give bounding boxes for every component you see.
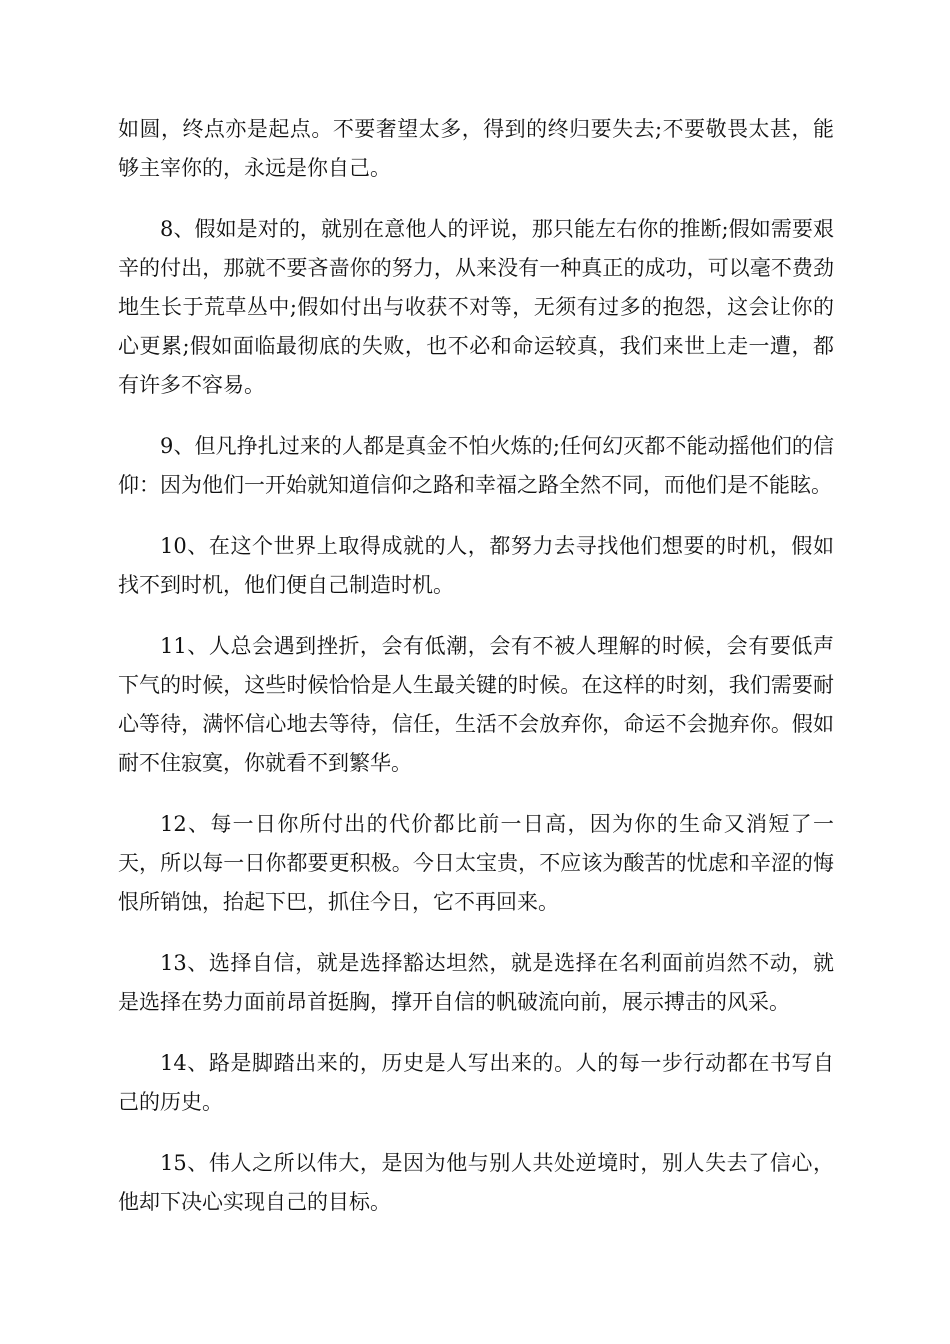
paragraph-11: 11、人总会遇到挫折，会有低潮，会有不被人理解的时候，会有要低声下气的时候，这些时候恰恰是人生最关键的时候。在这样的时刻，我们需要耐心等待，满怀信心地去等待，信任，生活不会放弃你，命运不会抛弃你。假如耐不住寂寞，你就看不到繁华。 — [118, 634, 834, 775]
paragraph-8: 8、假如是对的，就别在意他人的评说，那只能左右你的推断;假如需要艰辛的付出，那就不要吝啬你的努力，从来没有一种真正的成功，可以毫不费劲地生长于荒草丛中;假如付出与收获不对等，无须有过多的抱怨，这会让你的心更累;假如面临最彻底的失败，也不必和命运较真，我们来世上走一遭，都有许多不容易。 — [118, 217, 834, 397]
document-body — [118, 110, 834, 1244]
paragraph-14: 14、路是脚踏出来的，历史是人写出来的。人的每一步行动都在书写自己的历史。 — [118, 1051, 834, 1114]
paragraph-13: 13、选择自信，就是选择豁达坦然，就是选择在名利面前岿然不动，就是选择在势力面前昂首挺胸，撑开自信的帆破流向前，展示搏击的风采。 — [118, 951, 834, 1014]
paragraph-continuation: 如圆，终点亦是起点。不要奢望太多，得到的终归要失去;不要敬畏太甚，能够主宰你的，永远是你自己。 — [118, 117, 834, 180]
paragraph-9: 9、但凡挣扎过来的人都是真金不怕火炼的;任何幻灭都不能动摇他们的信仰：因为他们一开始就知道信仰之路和幸福之路全然不同，而他们是不能眩。 — [118, 434, 834, 497]
paragraph-10: 10、在这个世界上取得成就的人，都努力去寻找他们想要的时机，假如找不到时机，他们便自己制造时机。 — [118, 534, 834, 597]
paragraph-15: 15、伟人之所以伟大，是因为他与别人共处逆境时，别人失去了信心，他却下决心实现自己的目标。 — [118, 1151, 834, 1214]
paragraph-12: 12、每一日你所付出的代价都比前一日高，因为你的生命又消短了一天，所以每一日你都要更积极。今日太宝贵，不应该为酸苦的忧虑和辛涩的悔恨所销蚀，抬起下巴，抓住今日，它不再回来。 — [118, 812, 834, 914]
